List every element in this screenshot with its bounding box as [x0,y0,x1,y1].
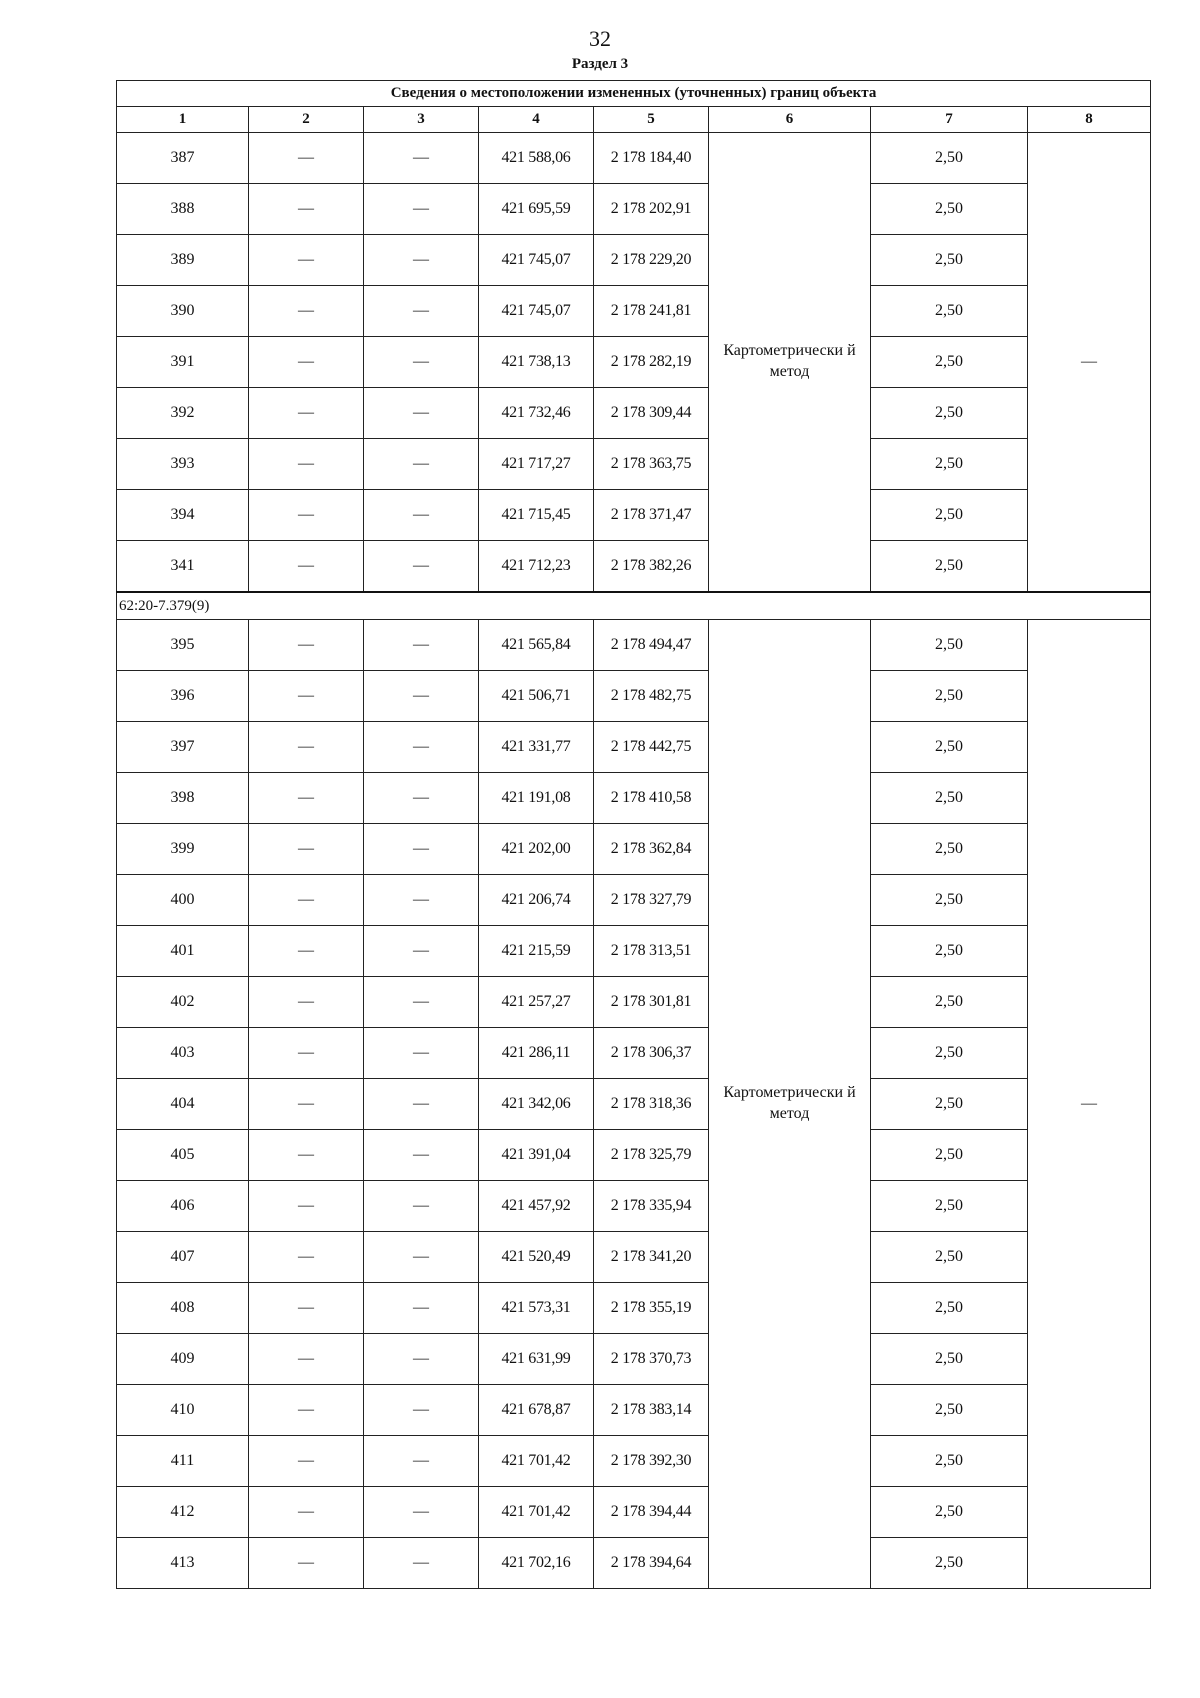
accuracy-cell: 2,50 [871,133,1028,184]
x-coordinate-cell: 421 286,11 [479,1028,594,1079]
y-coordinate-cell: 2 178 442,75 [594,722,709,773]
col2-cell: — [249,620,364,671]
table-row [117,977,1151,1028]
accuracy-cell: 2,50 [871,1232,1028,1283]
accuracy-cell: 2,50 [871,1130,1028,1181]
col2-cell: — [249,1079,364,1130]
table-row [117,133,1151,184]
y-coordinate-cell: 2 178 325,79 [594,1130,709,1181]
y-coordinate-cell: 2 178 202,91 [594,184,709,235]
col3-cell: — [364,1232,479,1283]
x-coordinate-cell: 421 701,42 [479,1436,594,1487]
table-row [117,671,1151,722]
point-number-cell: 389 [117,235,249,286]
col2-cell: — [249,1436,364,1487]
col2-cell: — [249,490,364,541]
col2-cell: — [249,1130,364,1181]
y-coordinate-cell: 2 178 184,40 [594,133,709,184]
table-row [117,1079,1151,1130]
col2-cell: — [249,1028,364,1079]
y-coordinate-cell: 2 178 392,30 [594,1436,709,1487]
x-coordinate-cell: 421 215,59 [479,926,594,977]
table-row [117,235,1151,286]
point-number-cell: 397 [117,722,249,773]
col3-cell: — [364,439,479,490]
accuracy-cell: 2,50 [871,1487,1028,1538]
col2-cell: — [249,1283,364,1334]
table-row [117,1232,1151,1283]
col3-cell: — [364,1385,479,1436]
x-coordinate-cell: 421 588,06 [479,133,594,184]
x-coordinate-cell: 421 631,99 [479,1334,594,1385]
accuracy-cell: 2,50 [871,388,1028,439]
cadastral-number-label: 62:20-7.379(9) [117,592,1151,620]
accuracy-cell: 2,50 [871,286,1028,337]
column-number: 2 [249,107,364,133]
table-row [117,1283,1151,1334]
accuracy-cell: 2,50 [871,1079,1028,1130]
col2-cell: — [249,671,364,722]
col3-cell: — [364,1487,479,1538]
point-number-cell: 409 [117,1334,249,1385]
y-coordinate-cell: 2 178 362,84 [594,824,709,875]
table-row [117,824,1151,875]
col8-cell: — [1028,133,1151,593]
x-coordinate-cell: 421 715,45 [479,490,594,541]
point-number-cell: 396 [117,671,249,722]
table-row [117,722,1151,773]
column-number: 5 [594,107,709,133]
col2-cell: — [249,875,364,926]
table-row [117,620,1151,671]
col3-cell: — [364,722,479,773]
table-caption: Сведения о местоположении измененных (уточненных) границ объекта [117,81,1151,107]
x-coordinate-cell: 421 573,31 [479,1283,594,1334]
col2-cell: — [249,439,364,490]
accuracy-cell: 2,50 [871,926,1028,977]
col3-cell: — [364,286,479,337]
point-number-cell: 402 [117,977,249,1028]
col2-cell: — [249,541,364,593]
col3-cell: — [364,824,479,875]
x-coordinate-cell: 421 331,77 [479,722,594,773]
col3-cell: — [364,773,479,824]
accuracy-cell: 2,50 [871,1181,1028,1232]
table-row [117,388,1151,439]
y-coordinate-cell: 2 178 383,14 [594,1385,709,1436]
col3-cell: — [364,1079,479,1130]
point-number-cell: 407 [117,1232,249,1283]
boundary-table [116,80,1151,1589]
accuracy-cell: 2,50 [871,1436,1028,1487]
table-row [117,1385,1151,1436]
accuracy-cell: 2,50 [871,773,1028,824]
table-row [117,1130,1151,1181]
col3-cell: — [364,977,479,1028]
col2-cell: — [249,184,364,235]
x-coordinate-cell: 421 457,92 [479,1181,594,1232]
col3-cell: — [364,337,479,388]
y-coordinate-cell: 2 178 335,94 [594,1181,709,1232]
x-coordinate-cell: 421 738,13 [479,337,594,388]
column-number: 4 [479,107,594,133]
y-coordinate-cell: 2 178 363,75 [594,439,709,490]
column-number: 1 [117,107,249,133]
x-coordinate-cell: 421 257,27 [479,977,594,1028]
point-number-cell: 405 [117,1130,249,1181]
x-coordinate-cell: 421 391,04 [479,1130,594,1181]
col2-cell: — [249,388,364,439]
y-coordinate-cell: 2 178 282,19 [594,337,709,388]
table-body [117,81,1151,1589]
point-number-cell: 403 [117,1028,249,1079]
column-number: 8 [1028,107,1151,133]
table-row [117,926,1151,977]
y-coordinate-cell: 2 178 313,51 [594,926,709,977]
point-number-cell: 400 [117,875,249,926]
x-coordinate-cell: 421 520,49 [479,1232,594,1283]
col2-cell: — [249,1538,364,1589]
y-coordinate-cell: 2 178 394,44 [594,1487,709,1538]
accuracy-cell: 2,50 [871,1283,1028,1334]
col2-cell: — [249,977,364,1028]
col3-cell: — [364,1283,479,1334]
point-number-cell: 341 [117,541,249,593]
y-coordinate-cell: 2 178 327,79 [594,875,709,926]
accuracy-cell: 2,50 [871,977,1028,1028]
point-number-cell: 388 [117,184,249,235]
accuracy-cell: 2,50 [871,671,1028,722]
point-number-cell: 413 [117,1538,249,1589]
col3-cell: — [364,541,479,593]
col2-cell: — [249,722,364,773]
col3-cell: — [364,1538,479,1589]
y-coordinate-cell: 2 178 371,47 [594,490,709,541]
point-number-cell: 410 [117,1385,249,1436]
x-coordinate-cell: 421 678,87 [479,1385,594,1436]
accuracy-cell: 2,50 [871,620,1028,671]
x-coordinate-cell: 421 717,27 [479,439,594,490]
x-coordinate-cell: 421 695,59 [479,184,594,235]
table-row [117,1487,1151,1538]
point-number-cell: 408 [117,1283,249,1334]
accuracy-cell: 2,50 [871,541,1028,593]
y-coordinate-cell: 2 178 494,47 [594,620,709,671]
column-number-row [117,107,1151,133]
accuracy-cell: 2,50 [871,1028,1028,1079]
x-coordinate-cell: 421 565,84 [479,620,594,671]
x-coordinate-cell: 421 701,42 [479,1487,594,1538]
table-row [117,337,1151,388]
table-row [117,286,1151,337]
col2-cell: — [249,235,364,286]
x-coordinate-cell: 421 342,06 [479,1079,594,1130]
x-coordinate-cell: 421 732,46 [479,388,594,439]
method-cell: Картометрически й метод [709,133,871,593]
method-cell: Картометрически й метод [709,620,871,1589]
table-row [117,1028,1151,1079]
point-number-cell: 404 [117,1079,249,1130]
x-coordinate-cell: 421 702,16 [479,1538,594,1589]
y-coordinate-cell: 2 178 241,81 [594,286,709,337]
point-number-cell: 406 [117,1181,249,1232]
y-coordinate-cell: 2 178 341,20 [594,1232,709,1283]
col3-cell: — [364,1028,479,1079]
x-coordinate-cell: 421 745,07 [479,235,594,286]
col3-cell: — [364,926,479,977]
col2-cell: — [249,1487,364,1538]
col3-cell: — [364,184,479,235]
col3-cell: — [364,620,479,671]
point-number-cell: 391 [117,337,249,388]
table-row [117,875,1151,926]
column-number: 3 [364,107,479,133]
y-coordinate-cell: 2 178 394,64 [594,1538,709,1589]
accuracy-cell: 2,50 [871,722,1028,773]
point-number-cell: 393 [117,439,249,490]
col3-cell: — [364,490,479,541]
x-coordinate-cell: 421 206,74 [479,875,594,926]
point-number-cell: 390 [117,286,249,337]
y-coordinate-cell: 2 178 355,19 [594,1283,709,1334]
point-number-cell: 392 [117,388,249,439]
col3-cell: — [364,388,479,439]
y-coordinate-cell: 2 178 482,75 [594,671,709,722]
col2-cell: — [249,1232,364,1283]
y-coordinate-cell: 2 178 382,26 [594,541,709,593]
x-coordinate-cell: 421 202,00 [479,824,594,875]
table-row [117,439,1151,490]
point-number-cell: 387 [117,133,249,184]
y-coordinate-cell: 2 178 229,20 [594,235,709,286]
table-row [117,1181,1151,1232]
accuracy-cell: 2,50 [871,1334,1028,1385]
col2-cell: — [249,1334,364,1385]
col3-cell: — [364,1130,479,1181]
x-coordinate-cell: 421 745,07 [479,286,594,337]
point-number-cell: 394 [117,490,249,541]
accuracy-cell: 2,50 [871,875,1028,926]
col3-cell: — [364,235,479,286]
table-row [117,184,1151,235]
accuracy-cell: 2,50 [871,490,1028,541]
accuracy-cell: 2,50 [871,184,1028,235]
y-coordinate-cell: 2 178 410,58 [594,773,709,824]
col2-cell: — [249,1385,364,1436]
col3-cell: — [364,875,479,926]
point-number-cell: 398 [117,773,249,824]
y-coordinate-cell: 2 178 318,36 [594,1079,709,1130]
accuracy-cell: 2,50 [871,1385,1028,1436]
col2-cell: — [249,926,364,977]
point-number-cell: 411 [117,1436,249,1487]
table-caption-row [117,81,1151,107]
col2-cell: — [249,133,364,184]
col3-cell: — [364,1181,479,1232]
table-row [117,773,1151,824]
y-coordinate-cell: 2 178 301,81 [594,977,709,1028]
col2-cell: — [249,1181,364,1232]
point-number-cell: 399 [117,824,249,875]
point-number-cell: 401 [117,926,249,977]
section-title: Раздел 3 [571,56,629,72]
accuracy-cell: 2,50 [871,235,1028,286]
cadastral-group-row [117,592,1151,620]
col3-cell: — [364,1334,479,1385]
table-row [117,1334,1151,1385]
column-number: 6 [709,107,871,133]
column-number: 7 [871,107,1028,133]
y-coordinate-cell: 2 178 370,73 [594,1334,709,1385]
table-row [117,1538,1151,1589]
y-coordinate-cell: 2 178 309,44 [594,388,709,439]
page-number: 32 [589,26,611,51]
col2-cell: — [249,824,364,875]
x-coordinate-cell: 421 712,23 [479,541,594,593]
accuracy-cell: 2,50 [871,824,1028,875]
accuracy-cell: 2,50 [871,439,1028,490]
x-coordinate-cell: 421 506,71 [479,671,594,722]
table-row [117,490,1151,541]
point-number-cell: 395 [117,620,249,671]
col3-cell: — [364,1436,479,1487]
col3-cell: — [364,133,479,184]
col2-cell: — [249,286,364,337]
table-row [117,1436,1151,1487]
col8-cell: — [1028,620,1151,1589]
x-coordinate-cell: 421 191,08 [479,773,594,824]
point-number-cell: 412 [117,1487,249,1538]
y-coordinate-cell: 2 178 306,37 [594,1028,709,1079]
col2-cell: — [249,337,364,388]
accuracy-cell: 2,50 [871,1538,1028,1589]
col2-cell: — [249,773,364,824]
table-row [117,541,1151,593]
col3-cell: — [364,671,479,722]
accuracy-cell: 2,50 [871,337,1028,388]
